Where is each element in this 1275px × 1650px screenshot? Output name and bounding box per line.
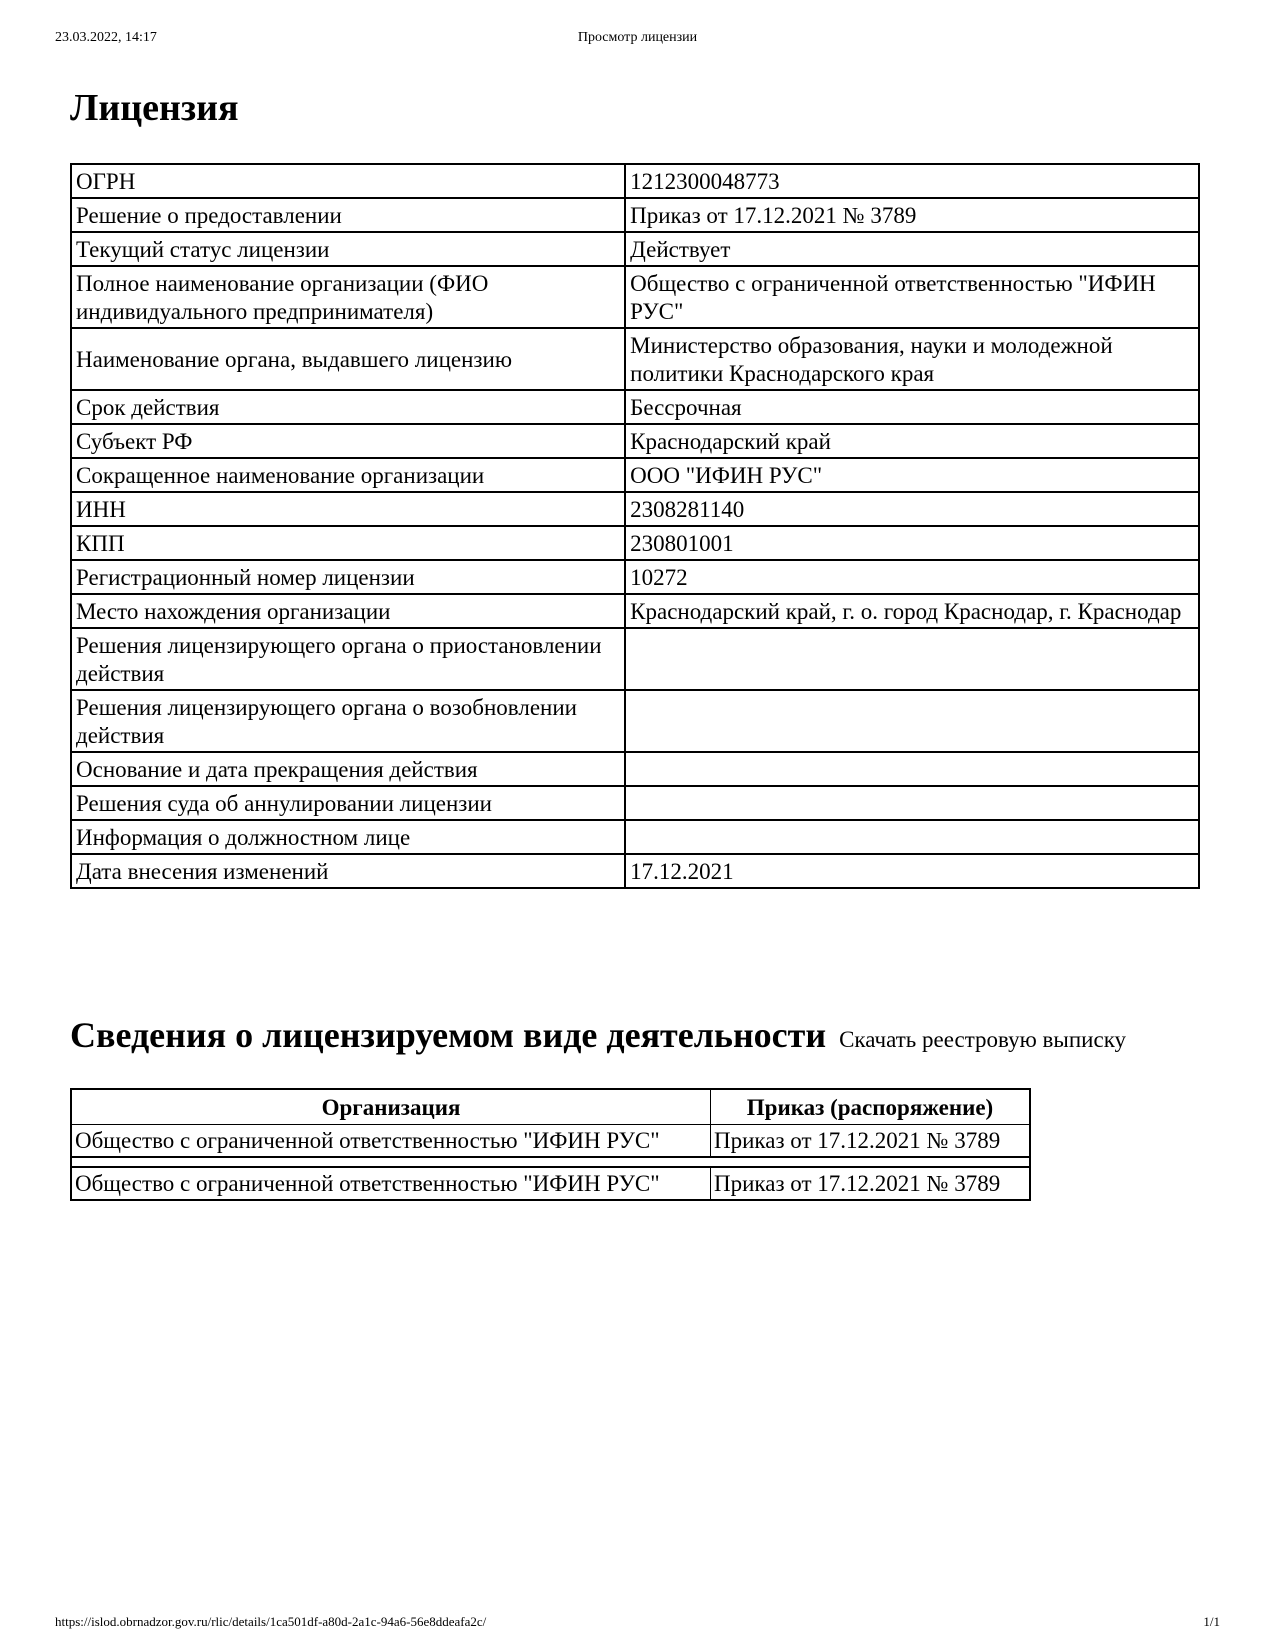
row-value: Министерство образования, науки и молодежной политики Краснодарского края xyxy=(625,328,1199,390)
activity-heading-text: Сведения о лицензируемом виде деятельности xyxy=(70,1015,827,1055)
row-label: Срок действия xyxy=(71,390,625,424)
table-header-row xyxy=(72,1090,1029,1125)
row-value: Приказ от 17.12.2021 № 3789 xyxy=(625,198,1199,232)
row-label: Регистрационный номер лицензии xyxy=(71,560,625,594)
row-value: Действует xyxy=(625,232,1199,266)
table-row xyxy=(71,628,1199,690)
table-row xyxy=(71,390,1199,424)
table-row xyxy=(71,820,1199,854)
row-value: 17.12.2021 xyxy=(625,854,1199,888)
row-value xyxy=(625,752,1199,786)
print-page-title: Просмотр лицензии xyxy=(577,30,698,45)
row-label: Решения суда об аннулировании лицензии xyxy=(71,786,625,820)
table-row xyxy=(71,594,1199,628)
row-spacer xyxy=(72,1158,1029,1166)
row-label: Место нахождения организации xyxy=(71,594,625,628)
column-header-organization: Организация xyxy=(72,1090,711,1125)
row-value: Краснодарский край xyxy=(625,424,1199,458)
column-header-order: Приказ (распоряжение) xyxy=(711,1090,1029,1125)
print-datetime: 23.03.2022, 14:17 xyxy=(55,30,157,45)
order-cell: Приказ от 17.12.2021 № 3789 xyxy=(711,1166,1029,1199)
table-row xyxy=(72,1125,1029,1158)
row-label: Субъект РФ xyxy=(71,424,625,458)
table-row xyxy=(71,854,1199,888)
row-value: 10272 xyxy=(625,560,1199,594)
row-value: Бессрочная xyxy=(625,390,1199,424)
activity-table xyxy=(70,1088,1031,1201)
row-label: Сокращенное наименование организации xyxy=(71,458,625,492)
print-footer xyxy=(55,1614,1220,1634)
row-label: Решение о предоставлении xyxy=(71,198,625,232)
table-row xyxy=(72,1166,1029,1199)
row-value: Общество с ограниченной ответственностью "ИФИН РУС" xyxy=(625,266,1199,328)
download-extract-link[interactable]: Скачать реестровую выписку xyxy=(839,1027,1127,1052)
row-label: ИНН xyxy=(71,492,625,526)
table-row xyxy=(71,526,1199,560)
row-value xyxy=(625,786,1199,820)
row-label: Решения лицензирующего органа о возобновлении действия xyxy=(71,690,625,752)
row-label: ОГРН xyxy=(71,164,625,198)
row-value: 2308281140 xyxy=(625,492,1199,526)
row-label: Дата внесения изменений xyxy=(71,854,625,888)
print-header xyxy=(55,30,1220,50)
table-row xyxy=(71,492,1199,526)
row-label: КПП xyxy=(71,526,625,560)
row-value: 1212300048773 xyxy=(625,164,1199,198)
table-row xyxy=(71,458,1199,492)
row-value xyxy=(625,628,1199,690)
row-value xyxy=(625,690,1199,752)
license-details-table xyxy=(70,163,1200,889)
page-count: 1/1 xyxy=(1203,1614,1220,1629)
table-row xyxy=(71,232,1199,266)
row-label: Решения лицензирующего органа о приостановлении действия xyxy=(71,628,625,690)
table-row xyxy=(71,164,1199,198)
row-label: Наименование органа, выдавшего лицензию xyxy=(71,328,625,390)
row-label: Информация о должностном лице xyxy=(71,820,625,854)
activity-heading xyxy=(70,1012,1126,1063)
table-row xyxy=(71,266,1199,328)
print-url: https://islod.obrnadzor.gov.ru/rlic/details/1ca501df-a80d-2a1c-94a6-56e8ddeafa2c/ xyxy=(55,1614,487,1629)
table-row xyxy=(71,424,1199,458)
table-row xyxy=(71,690,1199,752)
license-heading: Лицензия xyxy=(70,87,239,129)
organization-cell: Общество с ограниченной ответственностью "ИФИН РУС" xyxy=(72,1166,711,1199)
table-row xyxy=(71,198,1199,232)
row-label: Основание и дата прекращения действия xyxy=(71,752,625,786)
table-row xyxy=(71,560,1199,594)
row-value xyxy=(625,820,1199,854)
row-value: 230801001 xyxy=(625,526,1199,560)
row-label: Полное наименование организации (ФИО индивидуального предпринимателя) xyxy=(71,266,625,328)
table-row xyxy=(71,786,1199,820)
table-row xyxy=(71,328,1199,390)
organization-cell: Общество с ограниченной ответственностью "ИФИН РУС" xyxy=(72,1125,711,1158)
row-value: ООО "ИФИН РУС" xyxy=(625,458,1199,492)
table-row xyxy=(71,752,1199,786)
order-cell: Приказ от 17.12.2021 № 3789 xyxy=(711,1125,1029,1158)
row-label: Текущий статус лицензии xyxy=(71,232,625,266)
row-value: Краснодарский край, г. о. город Краснодар, г. Краснодар xyxy=(625,594,1199,628)
